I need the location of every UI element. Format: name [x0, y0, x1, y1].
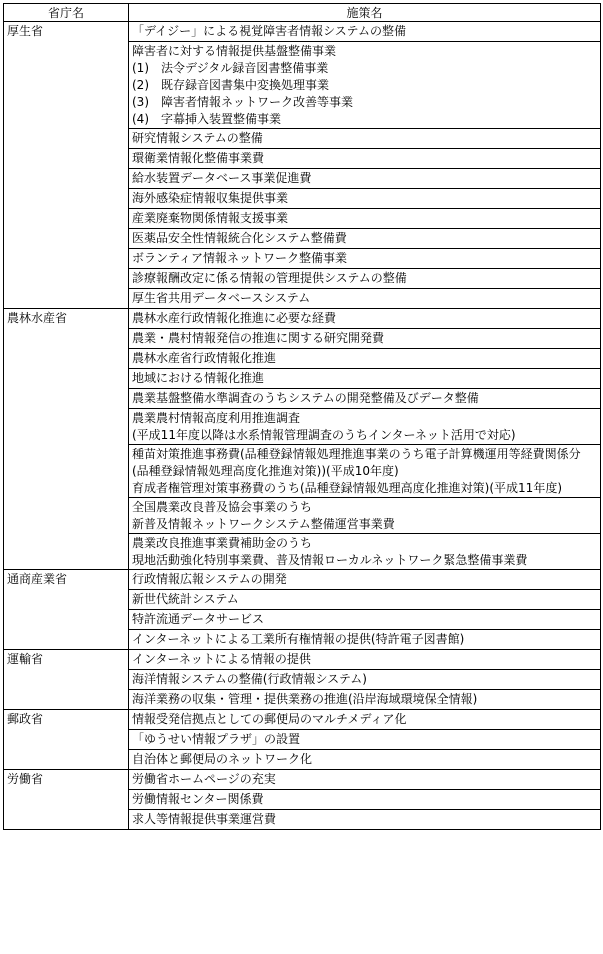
measure-line: 労働情報センター関係費 [132, 792, 264, 806]
measure-line: 求人等情報提供事業運営費 [132, 812, 277, 826]
measure-cell [129, 329, 601, 349]
measure-line: 農業・農村情報発信の推進に関する研究開発費 [132, 331, 385, 345]
measure-line: 医薬品安全性情報統合化システム整備費 [132, 231, 347, 245]
table-row [4, 650, 601, 670]
measure-line: インターネットによる情報の提供 [132, 652, 311, 666]
measure-line: 農業改良推進事業費補助金のうち [132, 536, 313, 550]
measure-cell [129, 790, 601, 810]
measure-line: (1) 法令デジタル録音図書整備事業 [132, 61, 329, 75]
ministry-cell: 運輸省 [4, 650, 129, 710]
measure-line: 海洋業務の収集・管理・提供業務の推進(沿岸海域環境保全情報) [132, 692, 478, 706]
ministry-cell: 農林水産省 [4, 309, 129, 570]
measure-cell [129, 129, 601, 149]
measure-cell [129, 389, 601, 409]
measure-cell [129, 289, 601, 309]
measure-cell [129, 690, 601, 710]
measure-cell [129, 570, 601, 590]
measure-cell [129, 630, 601, 650]
measure-line: 障害者に対する情報提供基盤整備事業 [132, 44, 337, 58]
measure-cell [129, 810, 601, 830]
measure-cell [129, 670, 601, 690]
table-row [4, 710, 601, 730]
measure-cell [129, 22, 601, 42]
measure-line: 農林水産行政情報化推進に必要な経費 [132, 311, 337, 325]
measure-line: 全国農業改良普及協会事業のうち [132, 500, 313, 514]
measure-line: 行政情報広報システムの開発 [132, 572, 287, 586]
header-ministry: 省庁名 [4, 4, 129, 22]
measure-cell [129, 650, 601, 670]
measure-line: 種苗対策推進事務費(品種登録情報処理推進事業のうち電子計算機運用等経費関係分(品種登録情報処理高度化推進対策))(平成10年度) [132, 447, 581, 478]
measure-line: 情報受発信拠点としての郵便局のマルチメディア化 [132, 712, 407, 726]
measure-line: 農林水産省行政情報化推進 [132, 351, 277, 365]
measure-line: 自治体と郵便局のネットワーク化 [132, 752, 313, 766]
measure-cell [129, 309, 601, 329]
measure-line: 農業農村情報高度利用推進調査 [132, 411, 301, 425]
measure-cell [129, 42, 601, 129]
measure-line: インターネットによる工業所有権情報の提供(特許電子図書館) [132, 632, 465, 646]
measure-cell [129, 249, 601, 269]
measure-line: 診療報酬改定に係る情報の管理提供システムの整備 [132, 271, 407, 285]
measure-line: 労働省ホームページの充実 [132, 772, 276, 786]
measure-cell [129, 369, 601, 389]
measure-cell [129, 229, 601, 249]
table-row [4, 309, 601, 329]
measures-table [3, 3, 601, 830]
measure-line: 給水装置データベース事業促進費 [132, 171, 312, 185]
measure-line: (2) 既存録音図書集中変換処理事業 [132, 78, 329, 92]
measure-cell [129, 730, 601, 750]
measure-cell [129, 750, 601, 770]
table-body [4, 22, 601, 830]
ministry-cell: 通商産業省 [4, 570, 129, 650]
measure-line: (3) 障害者情報ネットワーク改善等事業 [132, 95, 353, 109]
ministry-cell: 厚生省 [4, 22, 129, 309]
measure-cell [129, 590, 601, 610]
ministry-cell: 郵政省 [4, 710, 129, 770]
measure-cell [129, 445, 601, 498]
measure-line: 新世代統計システム [132, 592, 239, 606]
measure-cell [129, 710, 601, 730]
measure-cell [129, 409, 601, 445]
table-row [4, 770, 601, 790]
measure-line: 研究情報システムの整備 [132, 131, 263, 145]
measure-line: 海洋情報システムの整備(行政情報システム) [132, 672, 367, 686]
measure-line: 厚生省共用データベースシステム [132, 291, 311, 305]
measure-line: (4) 字幕挿入装置整備事業 [132, 112, 281, 126]
measure-line: (平成11年度以降は水系情報管理調査のうちインターネット活用で対応) [132, 428, 516, 442]
measure-cell [129, 534, 601, 570]
header-row [4, 4, 601, 22]
table-row [4, 570, 601, 590]
measure-line: 育成者権管理対策事務費のうち(品種登録情報処理高度化推進対策)(平成11年度) [132, 481, 562, 495]
ministry-cell: 労働省 [4, 770, 129, 830]
measure-line: 海外感染症情報収集提供事業 [132, 191, 289, 205]
measure-line: 農業基盤整備水準調査のうちシステムの開発整備及びデータ整備 [132, 391, 479, 405]
measure-line: 「デイジー」による視覚障害者情報システムの整備 [132, 24, 406, 38]
measure-cell [129, 149, 601, 169]
measure-line: ボランティア情報ネットワーク整備事業 [132, 251, 348, 265]
measure-line: 現地活動強化特別事業費、普及情報ローカルネットワーク緊急整備事業費 [132, 553, 528, 567]
measure-line: 新普及情報ネットワークシステム整備運営事業費 [132, 517, 395, 531]
table-row [4, 22, 601, 42]
header-measure: 施策名 [129, 4, 601, 22]
measure-cell [129, 269, 601, 289]
measure-cell [129, 209, 601, 229]
measure-line: 特許流通データサービス [132, 612, 265, 626]
table-header [4, 4, 601, 22]
measure-cell [129, 770, 601, 790]
measure-cell [129, 169, 601, 189]
measure-line: 「ゆうせい情報プラザ」の設置 [132, 732, 301, 746]
measure-cell [129, 349, 601, 369]
measure-cell [129, 498, 601, 534]
measure-cell [129, 189, 601, 209]
measure-line: 地域における情報化推進 [132, 371, 265, 385]
measure-line: 産業廃棄物関係情報支援事業 [132, 211, 289, 225]
measure-cell [129, 610, 601, 630]
measure-line: 環衛業情報化整備事業費 [132, 151, 265, 165]
